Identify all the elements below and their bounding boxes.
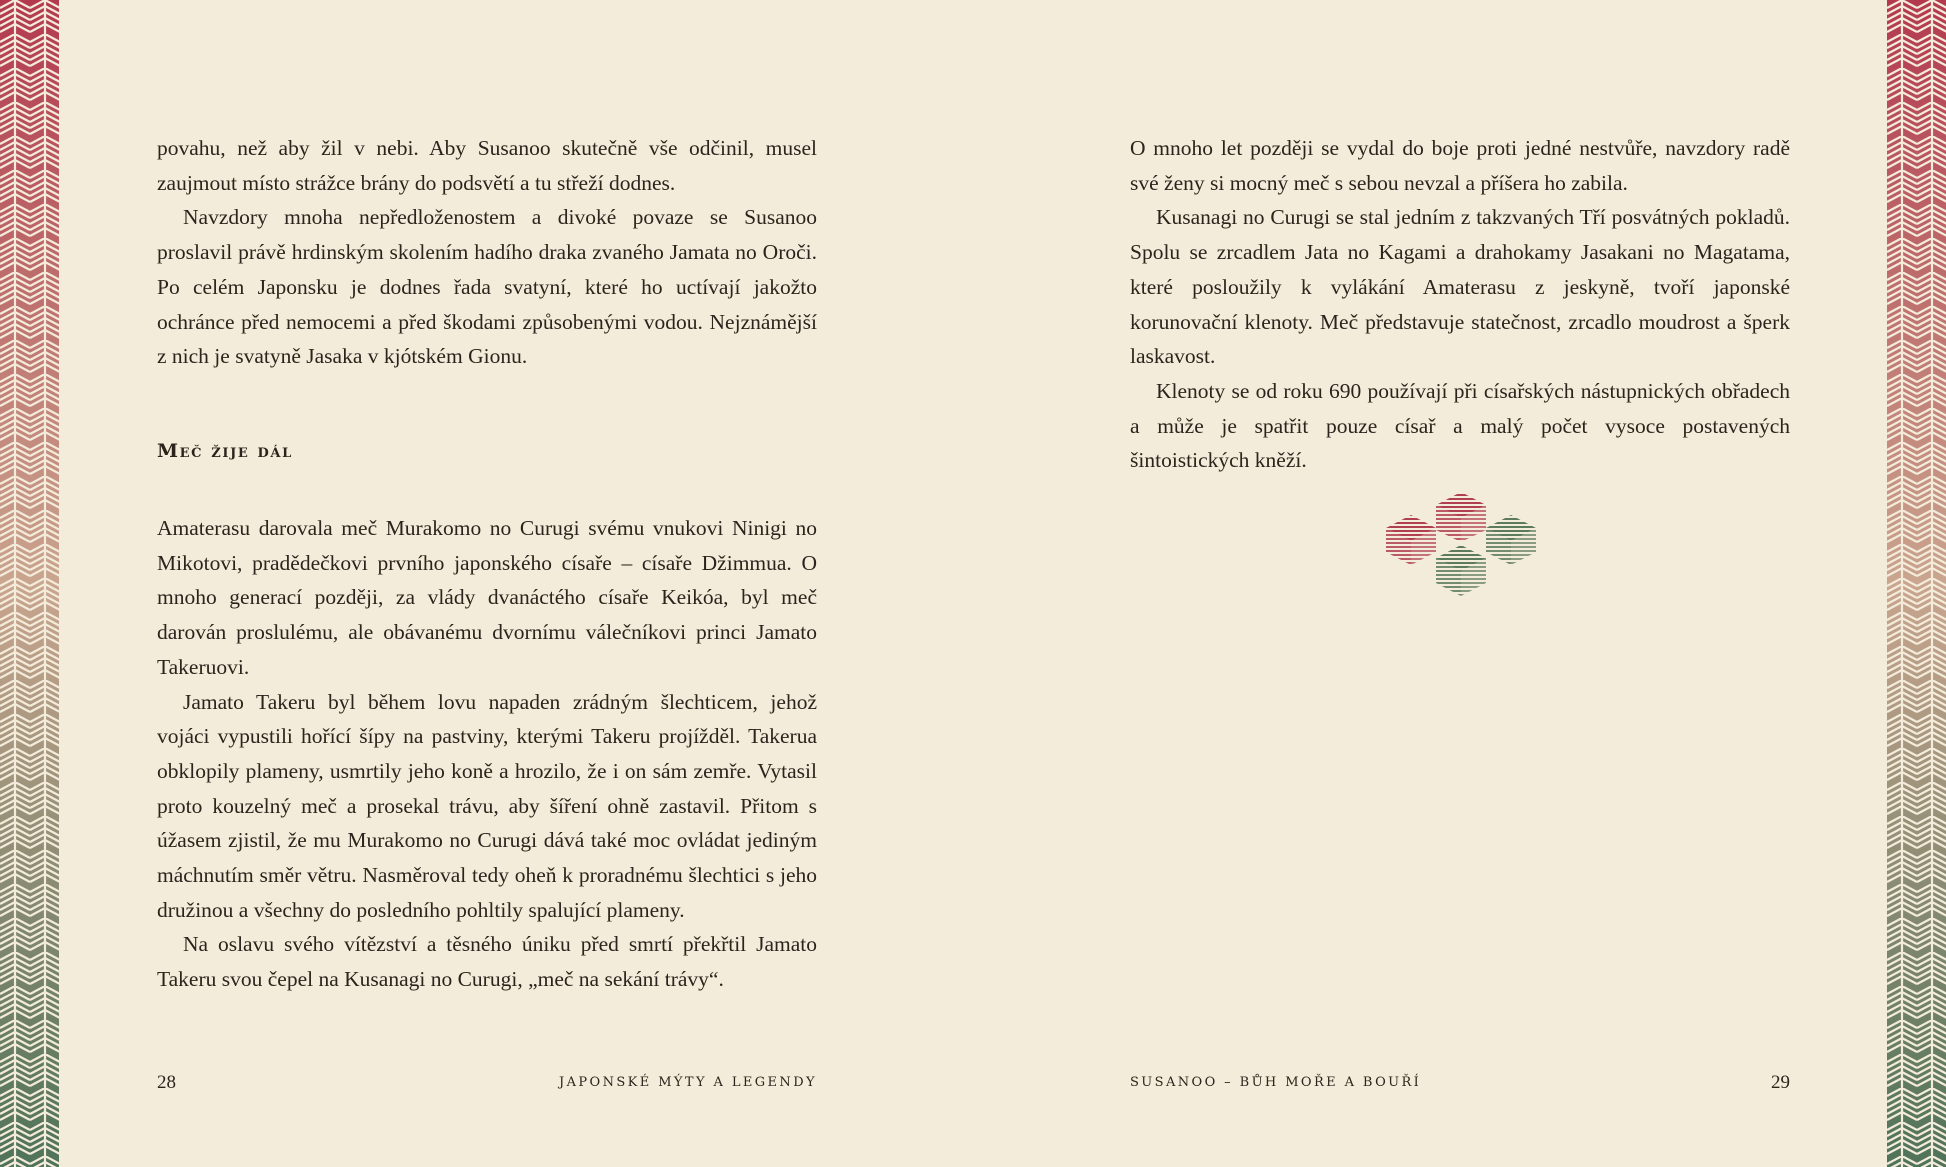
border-pattern-icon: [1887, 0, 1946, 1167]
paragraph: Amaterasu darovala meč Murakomo no Curugi svému vnukovi Ninigi no Mikotovi, pradědečkovi prvního japonského císaře – císaře Džimmua. O mnoho generací později, za vlády dvanáctého císaře Keikóa, byl meč darován proslulému, ale obávanému dvornímu válečníkovi princi Jamato Takeruovi.: [157, 516, 817, 679]
page-number: 28: [157, 1072, 176, 1093]
running-head: JAPONSKÉ MÝTY A LEGENDY: [559, 1075, 817, 1090]
paragraph: Navzdory mnoha nepředloženostem a divoké povaze se Susanoo proslavil právě hrdinským skolením hadího draka zvaného Jamata no Oroči. Po celém Japonsku je dodnes řada svatyní, které ho uctívají jakožto ochránce před nemocemi a před škodami způsobenými vodou. Nejznámější z nich je svatyně Jasaka v kjótském Gionu.: [157, 205, 817, 369]
paragraph: Na oslavu svého vítězství a těsného úniku před smrtí překřtil Jamato Takeru svou čepel na Kusanagi no Curugi, „meč na sekání trávy“.: [157, 932, 817, 992]
left-bottom-text: [157, 511, 817, 997]
left-top-text: [157, 131, 817, 374]
right-decorative-border: [1887, 0, 1946, 1167]
paragraph: Jamato Takeru byl během lovu napaden zrádným šlechticem, jehož vojáci vypustili hořící šípy na pastviny, kterými Takeru projížděl. Takerua obklopily plameny, usmrtily jeho koně a hrozilo, že i on sám zemře. Vytasil proto kouzelný meč a prosekal trávu, aby šíření ohně zastavil. Přitom s úžasem zjistil, že mu Murakomo no Curugi dává také moc ovládat jediným máchnutím směr větru. Nasměroval tedy oheň k proradnému šlechtici s jeho družinou a všechny do posledního pohltily spalující plameny.: [157, 689, 817, 922]
right-text: [1130, 131, 1790, 478]
left-page: [157, 0, 817, 1167]
left-decorative-border: [0, 0, 59, 1167]
border-pattern-icon: [0, 0, 59, 1167]
page-number: 29: [1771, 1072, 1790, 1093]
paragraph: povahu, než aby žil v nebi. Aby Susanoo skutečně vše odčinil, musel zaujmout místo strážce brány do podsvětí a tu střeží dodnes.: [157, 136, 817, 195]
paragraph: O mnoho let později se vydal do boje proti jedné nestvůře, navzdory radě své ženy si mocný meč s sebou nevzal a příšera ho zabila.: [1130, 136, 1790, 195]
paragraph: Kusanagi no Curugi se stal jedním z takzvaných Tří posvátných pokladů. Spolu se zrcadlem Jata no Kagami a drahokamy Jasakani no Magatama, které posloužily k vylákání Amaterasu z jeskyně, tvoří japonské korunovační klenoty. Meč představuje statečnost, zrcadlo moudrost a šperk laskavost.: [1130, 205, 1790, 369]
running-head: SUSANOO – BŮH MOŘE A BOUŘÍ: [1130, 1075, 1422, 1090]
section-heading: Meč žije dál: [157, 440, 293, 462]
paragraph: Klenoty se od roku 690 používají při císařských nástupnických obřadech a může je spatřit pouze císař a malý počet vysoce postavených šintoistických kněží.: [1130, 378, 1790, 473]
cube-cluster-ornament-icon: [1386, 490, 1536, 600]
